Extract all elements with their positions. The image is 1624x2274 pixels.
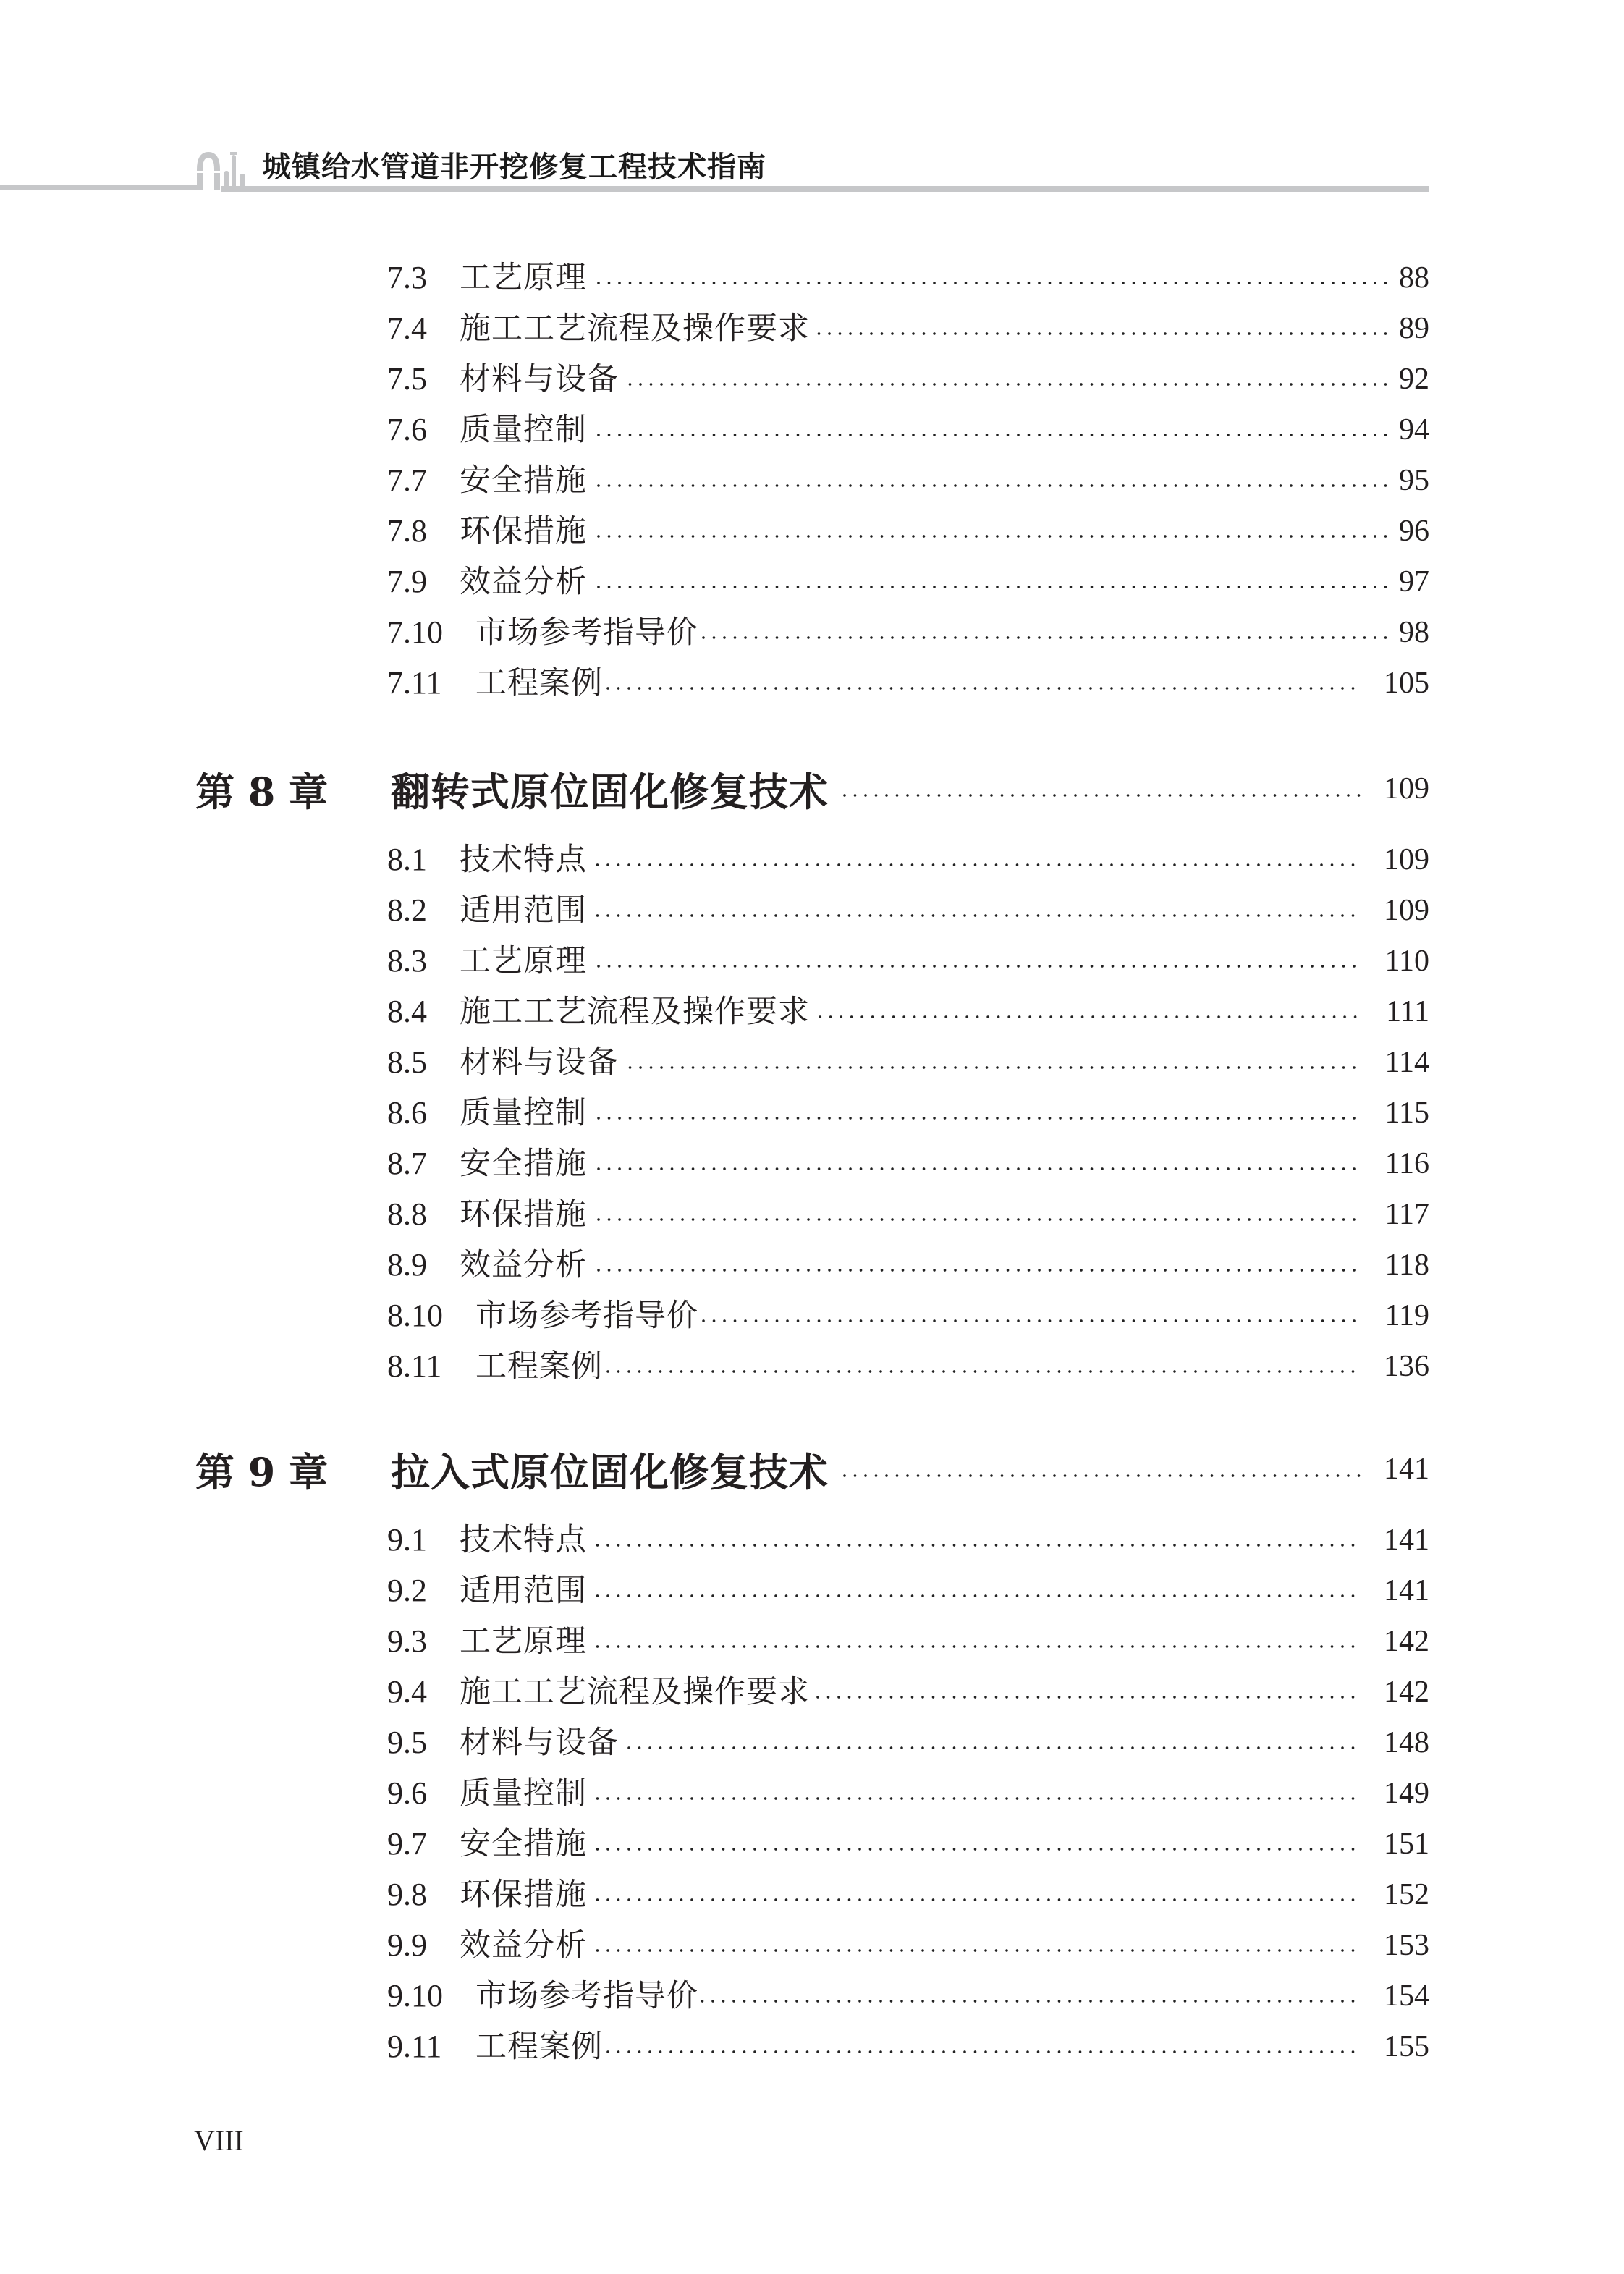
section-number: 8.2	[387, 892, 427, 928]
section-title: 工艺原理	[460, 1623, 587, 1660]
chapter-title: 拉入式原位固化修复技术	[391, 1448, 829, 1495]
toc-entry[interactable]	[387, 1573, 1429, 1609]
page-number: 98	[1399, 616, 1429, 649]
dot-leader	[606, 665, 1362, 701]
page-number: 114	[1384, 1046, 1429, 1079]
toc-entry[interactable]	[387, 1146, 1429, 1182]
section-title: 效益分析	[460, 1927, 587, 1964]
dot-leader	[606, 2029, 1362, 2065]
dot-leader	[590, 1247, 1363, 1283]
section-number: 9.6	[387, 1775, 427, 1811]
section-title: 工程案例	[475, 2029, 603, 2065]
section-title: 工艺原理	[460, 260, 587, 296]
section-title: 质量控制	[460, 1775, 587, 1812]
dot-leader	[622, 1044, 1363, 1081]
section-number: 7.7	[387, 462, 427, 498]
dot-leader	[590, 260, 1395, 296]
section-number: 8.6	[387, 1095, 427, 1130]
dot-leader	[590, 1095, 1363, 1131]
toc-entry[interactable]	[387, 1826, 1429, 1862]
section-title: 材料与设备	[460, 1725, 619, 1761]
section-number: 9.8	[387, 1877, 427, 1912]
section-number: 8.5	[387, 1044, 427, 1080]
section-number: 7.8	[387, 513, 427, 549]
section-number: 8.10	[387, 1298, 443, 1333]
page-number: 142	[1384, 1675, 1429, 1709]
section-number: 7.6	[387, 412, 427, 447]
toc-entry[interactable]	[387, 513, 1429, 549]
page-number: 109	[1384, 772, 1429, 806]
section-title: 安全措施	[460, 1146, 587, 1182]
page-number: 141	[1384, 1453, 1429, 1486]
chapter-label: 第 8 章	[195, 768, 329, 815]
section-title: 适用范围	[460, 892, 587, 929]
page-number: 110	[1384, 944, 1429, 978]
toc-entry[interactable]	[387, 1196, 1429, 1233]
section-number: 8.11	[387, 1348, 442, 1384]
section-title: 施工工艺流程及操作要求	[460, 1674, 810, 1710]
section-title: 适用范围	[460, 1573, 587, 1609]
toc-entry[interactable]	[387, 1623, 1429, 1660]
dot-leader	[590, 564, 1395, 600]
dot-leader	[590, 1146, 1363, 1182]
page-number: 155	[1384, 2030, 1429, 2063]
dot-leader	[701, 1978, 1362, 2014]
section-title: 安全措施	[460, 462, 587, 499]
toc-entry[interactable]	[387, 1775, 1429, 1812]
section-title: 材料与设备	[460, 361, 619, 397]
page-number: 111	[1386, 995, 1429, 1028]
section-title: 市场参考指导价	[475, 614, 698, 651]
section-title: 效益分析	[460, 564, 587, 600]
section-title: 安全措施	[460, 1826, 587, 1862]
page-number: 117	[1384, 1198, 1429, 1231]
section-number: 9.1	[387, 1522, 427, 1557]
page-number: 97	[1399, 565, 1429, 599]
page-number: 152	[1384, 1878, 1429, 1911]
toc-entry[interactable]	[387, 1298, 1429, 1334]
page-number: 142	[1384, 1625, 1429, 1658]
dot-leader	[839, 1444, 1368, 1495]
toc-entry[interactable]	[387, 412, 1429, 448]
chapter-label: 第 9 章	[195, 1448, 329, 1495]
section-title: 环保措施	[460, 1877, 587, 1913]
page-number: 89	[1399, 312, 1429, 345]
toc-entry[interactable]	[387, 310, 1429, 347]
dot-leader	[590, 1196, 1363, 1233]
page-number: 141	[1384, 1523, 1429, 1557]
page-number: 119	[1384, 1299, 1429, 1332]
section-title: 市场参考指导价	[475, 1978, 698, 2014]
book-title: 城镇给水管道非开挖修复工程技术指南	[262, 150, 766, 184]
page-number: 151	[1384, 1827, 1429, 1861]
section-number: 7.3	[387, 260, 427, 295]
section-number: 8.4	[387, 994, 427, 1029]
section-number: 8.9	[387, 1247, 427, 1282]
toc-entry[interactable]	[387, 1877, 1429, 1913]
dot-leader	[701, 614, 1395, 651]
section-title: 材料与设备	[460, 1044, 619, 1081]
dot-leader	[590, 1623, 1362, 1660]
section-title: 环保措施	[460, 1196, 587, 1233]
toc-entry[interactable]	[387, 614, 1429, 651]
section-number: 9.10	[387, 1978, 443, 2013]
toc-entry[interactable]	[387, 1095, 1429, 1131]
toc-entry[interactable]	[387, 1247, 1429, 1283]
section-title: 工程案例	[475, 665, 603, 701]
dot-leader	[590, 1775, 1362, 1812]
toc-entry[interactable]	[387, 892, 1429, 929]
page-number: 149	[1384, 1777, 1429, 1810]
toc-entry[interactable]	[387, 1522, 1429, 1558]
section-number: 8.3	[387, 943, 427, 979]
section-title: 市场参考指导价	[475, 1298, 698, 1334]
chapter-title: 翻转式原位固化修复技术	[391, 768, 829, 815]
page-number: 88	[1399, 261, 1429, 295]
page-number: 118	[1384, 1248, 1429, 1282]
page-number: 116	[1384, 1147, 1429, 1180]
section-number: 9.11	[387, 2029, 442, 2064]
dot-leader	[590, 1927, 1362, 1964]
page-number: 136	[1384, 1350, 1429, 1383]
section-number: 9.5	[387, 1725, 427, 1760]
page-number: 95	[1399, 464, 1429, 497]
dot-leader	[590, 1877, 1362, 1913]
page-number: 154	[1384, 1979, 1429, 2013]
dot-leader	[606, 1348, 1362, 1385]
dot-leader	[590, 412, 1395, 448]
page-number: 96	[1399, 515, 1429, 548]
toc-entry[interactable]	[387, 1927, 1429, 1964]
section-number: 7.10	[387, 614, 443, 650]
section-title: 施工工艺流程及操作要求	[460, 994, 810, 1030]
toc-entry[interactable]	[387, 994, 1429, 1030]
dot-leader	[590, 513, 1395, 549]
section-number: 7.5	[387, 361, 427, 397]
page-number: 92	[1399, 363, 1429, 396]
dot-leader	[813, 1674, 1362, 1710]
section-title: 技术特点	[460, 842, 587, 878]
dot-leader	[622, 361, 1395, 397]
toc-entry[interactable]	[387, 1674, 1429, 1710]
toc-entry[interactable]	[387, 943, 1429, 979]
page-number: 109	[1384, 894, 1429, 927]
toc-entry[interactable]	[387, 2029, 1429, 2065]
dot-leader	[590, 1573, 1362, 1609]
section-title: 施工工艺流程及操作要求	[460, 310, 810, 347]
folio-page-number: VIII	[194, 2124, 244, 2157]
page-number: 148	[1384, 1726, 1429, 1759]
toc-entry[interactable]	[387, 361, 1429, 397]
section-number: 8.7	[387, 1146, 427, 1181]
section-title: 工艺原理	[460, 943, 587, 979]
pipe-and-bars-logo-icon	[0, 141, 1624, 199]
section-number: 7.4	[387, 310, 427, 346]
dot-leader	[622, 1725, 1362, 1761]
dot-leader	[590, 892, 1362, 929]
chapter-heading-8[interactable]	[195, 764, 1429, 814]
section-title: 环保措施	[460, 513, 587, 549]
section-number: 9.9	[387, 1927, 427, 1963]
toc-entry[interactable]	[387, 1725, 1429, 1761]
page-number: 109	[1384, 843, 1429, 876]
dot-leader	[590, 1522, 1362, 1558]
section-title: 效益分析	[460, 1247, 587, 1283]
section-number: 7.11	[387, 665, 442, 701]
dot-leader	[701, 1298, 1363, 1334]
dot-leader	[839, 764, 1368, 814]
dot-leader	[590, 943, 1363, 979]
dot-leader	[813, 994, 1364, 1030]
section-title: 质量控制	[460, 1095, 587, 1131]
page-number: 94	[1399, 413, 1429, 447]
section-number: 9.7	[387, 1826, 427, 1861]
toc-entry[interactable]	[387, 462, 1429, 499]
toc-entry[interactable]	[387, 564, 1429, 600]
dot-leader	[813, 310, 1395, 347]
toc-entry[interactable]	[387, 1348, 1429, 1385]
page-number: 105	[1384, 667, 1429, 700]
dot-leader	[590, 462, 1395, 499]
section-number: 7.9	[387, 564, 427, 599]
section-title: 质量控制	[460, 412, 587, 448]
running-header	[0, 141, 1624, 199]
section-title: 技术特点	[460, 1522, 587, 1558]
section-number: 8.8	[387, 1196, 427, 1232]
section-title: 工程案例	[475, 1348, 603, 1385]
toc-entry[interactable]	[387, 1978, 1429, 2014]
section-number: 8.1	[387, 842, 427, 877]
page-number: 153	[1384, 1929, 1429, 1962]
toc-entry[interactable]	[387, 1044, 1429, 1081]
chapter-heading-9[interactable]	[195, 1444, 1429, 1495]
toc-entry[interactable]	[387, 842, 1429, 878]
toc-entry[interactable]	[387, 665, 1429, 701]
section-number: 9.4	[387, 1674, 427, 1709]
page-number: 141	[1384, 1574, 1429, 1607]
dot-leader	[590, 1826, 1362, 1862]
toc-entry[interactable]	[387, 260, 1429, 296]
dot-leader	[590, 842, 1362, 878]
page-number: 115	[1384, 1096, 1429, 1130]
section-number: 9.2	[387, 1573, 427, 1608]
section-number: 9.3	[387, 1623, 427, 1659]
